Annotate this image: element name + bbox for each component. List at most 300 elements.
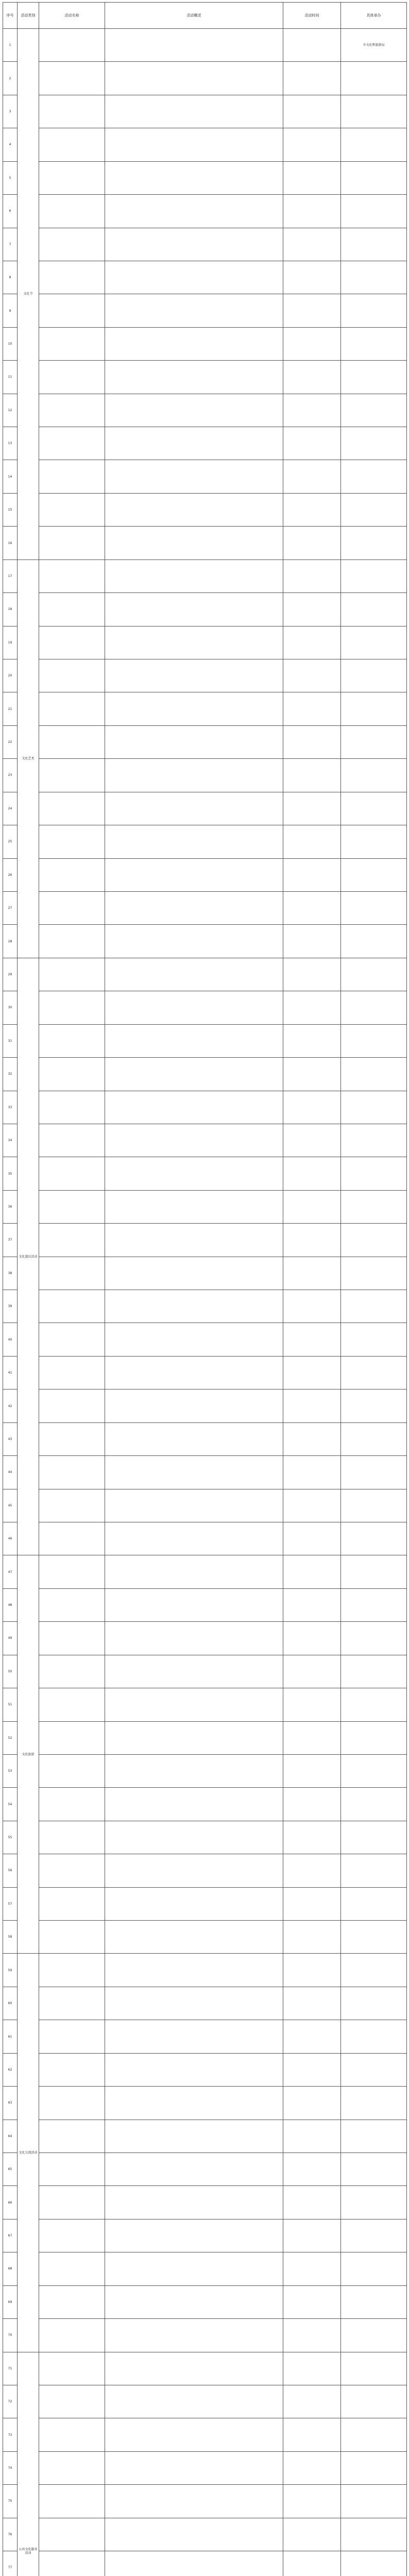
activity-time bbox=[283, 161, 341, 194]
table-row bbox=[3, 2285, 407, 2318]
organizing-unit bbox=[341, 1058, 407, 1091]
activity-time bbox=[283, 925, 341, 958]
organizing-unit bbox=[341, 2551, 407, 2576]
row-number: 74 bbox=[3, 2451, 18, 2484]
header-description: 活动概述 bbox=[105, 3, 283, 29]
table-row bbox=[3, 1290, 407, 1323]
table-row bbox=[3, 958, 407, 991]
activity-description bbox=[105, 593, 283, 626]
organizing-unit bbox=[341, 2518, 407, 2551]
activity-description bbox=[105, 1555, 283, 1588]
table-row bbox=[3, 692, 407, 725]
activity-description bbox=[105, 692, 283, 725]
activity-time bbox=[283, 294, 341, 327]
row-number: 7 bbox=[3, 228, 18, 261]
activity-name bbox=[39, 1522, 105, 1555]
activity-time bbox=[283, 1921, 341, 1954]
row-number: 3 bbox=[3, 95, 18, 128]
activity-name bbox=[39, 858, 105, 891]
activity-description bbox=[105, 427, 283, 460]
table-row bbox=[3, 527, 407, 560]
activity-name bbox=[39, 128, 105, 161]
row-number: 75 bbox=[3, 2485, 18, 2518]
table-row bbox=[3, 1721, 407, 1754]
activity-time bbox=[283, 394, 341, 427]
table-row bbox=[3, 1854, 407, 1887]
activity-name bbox=[39, 527, 105, 560]
activity-time bbox=[283, 1456, 341, 1489]
activity-name bbox=[39, 228, 105, 261]
table-row bbox=[3, 2485, 407, 2518]
row-number: 58 bbox=[3, 1921, 18, 1954]
activity-name bbox=[39, 626, 105, 659]
activity-description bbox=[105, 1389, 283, 1422]
activity-name bbox=[39, 1157, 105, 1190]
row-number: 42 bbox=[3, 1389, 18, 1422]
organizing-unit bbox=[341, 2319, 407, 2352]
category-cell: 公共文化服务活动 bbox=[18, 2352, 39, 2576]
activity-name bbox=[39, 2219, 105, 2252]
organizing-unit bbox=[341, 2186, 407, 2219]
activity-time bbox=[283, 1091, 341, 1124]
activity-time bbox=[283, 2385, 341, 2418]
row-number: 18 bbox=[3, 593, 18, 626]
activity-name bbox=[39, 991, 105, 1024]
organizing-unit bbox=[341, 1954, 407, 1987]
organizing-unit bbox=[341, 128, 407, 161]
activity-description bbox=[105, 128, 283, 161]
activity-time bbox=[283, 2319, 341, 2352]
row-number: 60 bbox=[3, 1987, 18, 2020]
activity-name bbox=[39, 2551, 105, 2576]
table-row bbox=[3, 2053, 407, 2086]
organizing-unit bbox=[341, 1887, 407, 1920]
activity-description bbox=[105, 1887, 283, 1920]
organizing-unit bbox=[341, 991, 407, 1024]
row-number: 11 bbox=[3, 361, 18, 394]
row-number: 39 bbox=[3, 1290, 18, 1323]
activity-time bbox=[283, 1555, 341, 1588]
activity-description bbox=[105, 195, 283, 228]
row-number: 54 bbox=[3, 1788, 18, 1821]
row-number: 23 bbox=[3, 759, 18, 792]
row-number: 22 bbox=[3, 725, 18, 758]
organizing-unit bbox=[341, 1157, 407, 1190]
organizing-unit bbox=[341, 2451, 407, 2484]
table-row bbox=[3, 560, 407, 592]
activity-description bbox=[105, 626, 283, 659]
activity-description bbox=[105, 1257, 283, 1290]
activity-time bbox=[283, 626, 341, 659]
activity-name bbox=[39, 1024, 105, 1057]
activity-name bbox=[39, 659, 105, 692]
organizing-unit bbox=[341, 460, 407, 493]
table-row bbox=[3, 1024, 407, 1057]
organizing-unit bbox=[341, 361, 407, 394]
activity-description bbox=[105, 327, 283, 360]
row-number: 43 bbox=[3, 1422, 18, 1455]
table-row bbox=[3, 2518, 407, 2551]
activity-description bbox=[105, 2319, 283, 2352]
activity-description bbox=[105, 1622, 283, 1655]
row-number: 35 bbox=[3, 1157, 18, 1190]
table-row bbox=[3, 1356, 407, 1389]
activity-description bbox=[105, 659, 283, 692]
table-row bbox=[3, 1422, 407, 1455]
activity-description bbox=[105, 1224, 283, 1257]
table-row bbox=[3, 195, 407, 228]
organizing-unit bbox=[341, 394, 407, 427]
header-category: 活动类别 bbox=[18, 3, 39, 29]
activity-description bbox=[105, 1721, 283, 1754]
organizing-unit bbox=[341, 2252, 407, 2285]
table-row bbox=[3, 2418, 407, 2451]
activity-time bbox=[283, 2451, 341, 2484]
activity-time bbox=[283, 659, 341, 692]
activity-name bbox=[39, 1721, 105, 1754]
activity-time bbox=[283, 261, 341, 294]
table-row bbox=[3, 261, 407, 294]
activity-description bbox=[105, 1987, 283, 2020]
activity-time bbox=[283, 1190, 341, 1223]
organizing-unit bbox=[341, 759, 407, 792]
organizing-unit bbox=[341, 2020, 407, 2053]
activity-name bbox=[39, 925, 105, 958]
row-number: 59 bbox=[3, 1954, 18, 1987]
activity-time bbox=[283, 1157, 341, 1190]
row-number: 25 bbox=[3, 825, 18, 858]
table-row bbox=[3, 1954, 407, 1987]
row-number: 63 bbox=[3, 2087, 18, 2120]
row-number: 64 bbox=[3, 2120, 18, 2153]
organizing-unit bbox=[341, 958, 407, 991]
activity-name bbox=[39, 1456, 105, 1489]
activity-description bbox=[105, 2252, 283, 2285]
activity-description bbox=[105, 858, 283, 891]
activity-name bbox=[39, 1257, 105, 1290]
activity-name bbox=[39, 1224, 105, 1257]
activity-name bbox=[39, 1854, 105, 1887]
organizing-unit: 市文化和旅游局 bbox=[341, 29, 407, 62]
activity-description bbox=[105, 1588, 283, 1621]
table-row bbox=[3, 460, 407, 493]
activity-time bbox=[283, 1290, 341, 1323]
activity-description bbox=[105, 1024, 283, 1057]
row-number: 38 bbox=[3, 1257, 18, 1290]
header-no: 序号 bbox=[3, 3, 18, 29]
organizing-unit bbox=[341, 1788, 407, 1821]
activity-time bbox=[283, 1257, 341, 1290]
header-name: 活动名称 bbox=[39, 3, 105, 29]
activity-time bbox=[283, 95, 341, 128]
activity-description bbox=[105, 95, 283, 128]
table-row bbox=[3, 427, 407, 460]
activity-description bbox=[105, 2485, 283, 2518]
activity-name bbox=[39, 29, 105, 62]
row-number: 1 bbox=[3, 29, 18, 62]
organizing-unit bbox=[341, 2120, 407, 2153]
activity-description bbox=[105, 1157, 283, 1190]
activity-name bbox=[39, 2451, 105, 2484]
activity-time bbox=[283, 2485, 341, 2518]
table-row bbox=[3, 128, 407, 161]
table-row bbox=[3, 1323, 407, 1356]
activity-time bbox=[283, 825, 341, 858]
table-row bbox=[3, 1522, 407, 1555]
row-number: 16 bbox=[3, 527, 18, 560]
table-row bbox=[3, 858, 407, 891]
activity-description bbox=[105, 1290, 283, 1323]
row-number: 46 bbox=[3, 1522, 18, 1555]
table-row bbox=[3, 1157, 407, 1190]
activity-time bbox=[283, 527, 341, 560]
activity-time bbox=[283, 891, 341, 924]
activity-time bbox=[283, 460, 341, 493]
activity-name bbox=[39, 95, 105, 128]
organizing-unit bbox=[341, 2418, 407, 2451]
activity-name bbox=[39, 958, 105, 991]
activity-time bbox=[283, 2219, 341, 2252]
table-row bbox=[3, 659, 407, 692]
activity-name bbox=[39, 2120, 105, 2153]
table-row bbox=[3, 394, 407, 427]
activity-time bbox=[283, 195, 341, 228]
row-number: 30 bbox=[3, 991, 18, 1024]
activity-time bbox=[283, 1821, 341, 1854]
activity-name bbox=[39, 1422, 105, 1455]
organizing-unit bbox=[341, 2053, 407, 2086]
table-row bbox=[3, 1456, 407, 1489]
row-number: 57 bbox=[3, 1887, 18, 1920]
row-number: 62 bbox=[3, 2053, 18, 2086]
activity-time bbox=[283, 2518, 341, 2551]
activity-name bbox=[39, 2418, 105, 2451]
activity-time bbox=[283, 427, 341, 460]
activity-description bbox=[105, 1489, 283, 1522]
table-row bbox=[3, 361, 407, 394]
activity-description bbox=[105, 493, 283, 526]
activity-time bbox=[283, 1024, 341, 1057]
row-number: 48 bbox=[3, 1588, 18, 1621]
row-number: 72 bbox=[3, 2385, 18, 2418]
activity-name bbox=[39, 1091, 105, 1124]
row-number: 70 bbox=[3, 2319, 18, 2352]
table-row bbox=[3, 228, 407, 261]
organizing-unit bbox=[341, 1489, 407, 1522]
organizing-unit bbox=[341, 261, 407, 294]
organizing-unit bbox=[341, 1190, 407, 1223]
row-number: 10 bbox=[3, 327, 18, 360]
category-cell: 文化节 bbox=[18, 29, 39, 560]
organizing-unit bbox=[341, 1721, 407, 1754]
row-number: 53 bbox=[3, 1754, 18, 1787]
row-number: 9 bbox=[3, 294, 18, 327]
activity-description bbox=[105, 1921, 283, 1954]
activity-time bbox=[283, 1522, 341, 1555]
activity-description bbox=[105, 2385, 283, 2418]
table-row bbox=[3, 1987, 407, 2020]
table-row bbox=[3, 1124, 407, 1157]
row-number: 56 bbox=[3, 1854, 18, 1887]
organizing-unit bbox=[341, 1754, 407, 1787]
row-number: 8 bbox=[3, 261, 18, 294]
row-number: 36 bbox=[3, 1190, 18, 1223]
row-number: 44 bbox=[3, 1456, 18, 1489]
activity-time bbox=[283, 2186, 341, 2219]
table-row bbox=[3, 294, 407, 327]
row-number: 24 bbox=[3, 792, 18, 825]
row-number: 61 bbox=[3, 2020, 18, 2053]
activity-time bbox=[283, 1754, 341, 1787]
activity-name bbox=[39, 62, 105, 95]
organizing-unit bbox=[341, 659, 407, 692]
organizing-unit bbox=[341, 1024, 407, 1057]
organizing-unit bbox=[341, 427, 407, 460]
activity-time bbox=[283, 1224, 341, 1257]
row-number: 47 bbox=[3, 1555, 18, 1588]
table-body bbox=[3, 29, 407, 2576]
activity-name bbox=[39, 327, 105, 360]
category-cell: 文化艺术 bbox=[18, 560, 39, 958]
row-number: 19 bbox=[3, 626, 18, 659]
activity-name bbox=[39, 1788, 105, 1821]
activity-time bbox=[283, 2418, 341, 2451]
organizing-unit bbox=[341, 1323, 407, 1356]
activity-description bbox=[105, 1655, 283, 1688]
organizing-unit bbox=[341, 1224, 407, 1257]
table-row bbox=[3, 792, 407, 825]
row-number: 55 bbox=[3, 1821, 18, 1854]
activity-description bbox=[105, 527, 283, 560]
organizing-unit bbox=[341, 1821, 407, 1854]
activity-name bbox=[39, 294, 105, 327]
activity-description bbox=[105, 1854, 283, 1887]
activity-time bbox=[283, 1356, 341, 1389]
activity-name bbox=[39, 2319, 105, 2352]
activity-description bbox=[105, 1754, 283, 1787]
table-header bbox=[3, 3, 407, 29]
activity-description bbox=[105, 925, 283, 958]
activity-name bbox=[39, 361, 105, 394]
table-row bbox=[3, 2451, 407, 2484]
table-row bbox=[3, 991, 407, 1024]
row-number: 69 bbox=[3, 2285, 18, 2318]
table-row bbox=[3, 1091, 407, 1124]
table-row bbox=[3, 2252, 407, 2285]
activity-name bbox=[39, 1921, 105, 1954]
table-row bbox=[3, 2087, 407, 2120]
organizing-unit bbox=[341, 228, 407, 261]
activity-time bbox=[283, 493, 341, 526]
activity-description bbox=[105, 62, 283, 95]
activity-description bbox=[105, 1688, 283, 1721]
activity-time bbox=[283, 1854, 341, 1887]
row-number: 13 bbox=[3, 427, 18, 460]
activity-name bbox=[39, 460, 105, 493]
table-row bbox=[3, 95, 407, 128]
activity-description bbox=[105, 1124, 283, 1157]
organizing-unit bbox=[341, 2219, 407, 2252]
activity-name bbox=[39, 1688, 105, 1721]
row-number: 27 bbox=[3, 891, 18, 924]
organizing-unit bbox=[341, 527, 407, 560]
activity-name bbox=[39, 2053, 105, 2086]
row-number: 21 bbox=[3, 692, 18, 725]
activity-time bbox=[283, 1422, 341, 1455]
activity-description bbox=[105, 1788, 283, 1821]
table-row bbox=[3, 2020, 407, 2053]
row-number: 26 bbox=[3, 858, 18, 891]
activity-time bbox=[283, 1987, 341, 2020]
activity-name bbox=[39, 1821, 105, 1854]
activity-name bbox=[39, 825, 105, 858]
activity-time bbox=[283, 2053, 341, 2086]
organizing-unit bbox=[341, 327, 407, 360]
activity-name bbox=[39, 1323, 105, 1356]
activity-time bbox=[283, 128, 341, 161]
activity-time bbox=[283, 560, 341, 592]
organizing-unit bbox=[341, 1588, 407, 1621]
row-number: 20 bbox=[3, 659, 18, 692]
activity-description bbox=[105, 2053, 283, 2086]
organizing-unit bbox=[341, 1389, 407, 1422]
activity-description bbox=[105, 759, 283, 792]
organizing-unit bbox=[341, 1987, 407, 2020]
activity-time bbox=[283, 1588, 341, 1621]
organizing-unit bbox=[341, 2352, 407, 2385]
activity-name bbox=[39, 692, 105, 725]
activity-name bbox=[39, 2020, 105, 2053]
activity-time bbox=[283, 2252, 341, 2285]
table-row bbox=[3, 2551, 407, 2576]
activity-name bbox=[39, 195, 105, 228]
activity-description bbox=[105, 2219, 283, 2252]
activity-name bbox=[39, 1190, 105, 1223]
organizing-unit bbox=[341, 1522, 407, 1555]
row-number: 76 bbox=[3, 2518, 18, 2551]
activity-time bbox=[283, 1323, 341, 1356]
organizing-unit bbox=[341, 1422, 407, 1455]
activity-name bbox=[39, 1622, 105, 1655]
table-row bbox=[3, 626, 407, 659]
activity-time bbox=[283, 2285, 341, 2318]
activity-description bbox=[105, 991, 283, 1024]
row-number: 45 bbox=[3, 1489, 18, 1522]
table-row bbox=[3, 62, 407, 95]
organizing-unit bbox=[341, 2385, 407, 2418]
activity-name bbox=[39, 2385, 105, 2418]
table-row bbox=[3, 759, 407, 792]
table-row bbox=[3, 725, 407, 758]
table-row bbox=[3, 161, 407, 194]
row-number: 6 bbox=[3, 195, 18, 228]
row-number: 66 bbox=[3, 2186, 18, 2219]
activity-time bbox=[283, 1622, 341, 1655]
activity-name bbox=[39, 1555, 105, 1588]
row-number: 40 bbox=[3, 1323, 18, 1356]
table-row bbox=[3, 1921, 407, 1954]
table-row bbox=[3, 1058, 407, 1091]
header-time: 活动时间 bbox=[283, 3, 341, 29]
organizing-unit bbox=[341, 858, 407, 891]
activity-description bbox=[105, 1058, 283, 1091]
organizing-unit bbox=[341, 95, 407, 128]
activity-description bbox=[105, 1356, 283, 1389]
activity-time bbox=[283, 1721, 341, 1754]
table-row bbox=[3, 1788, 407, 1821]
activity-time bbox=[283, 62, 341, 95]
row-number: 52 bbox=[3, 1721, 18, 1754]
